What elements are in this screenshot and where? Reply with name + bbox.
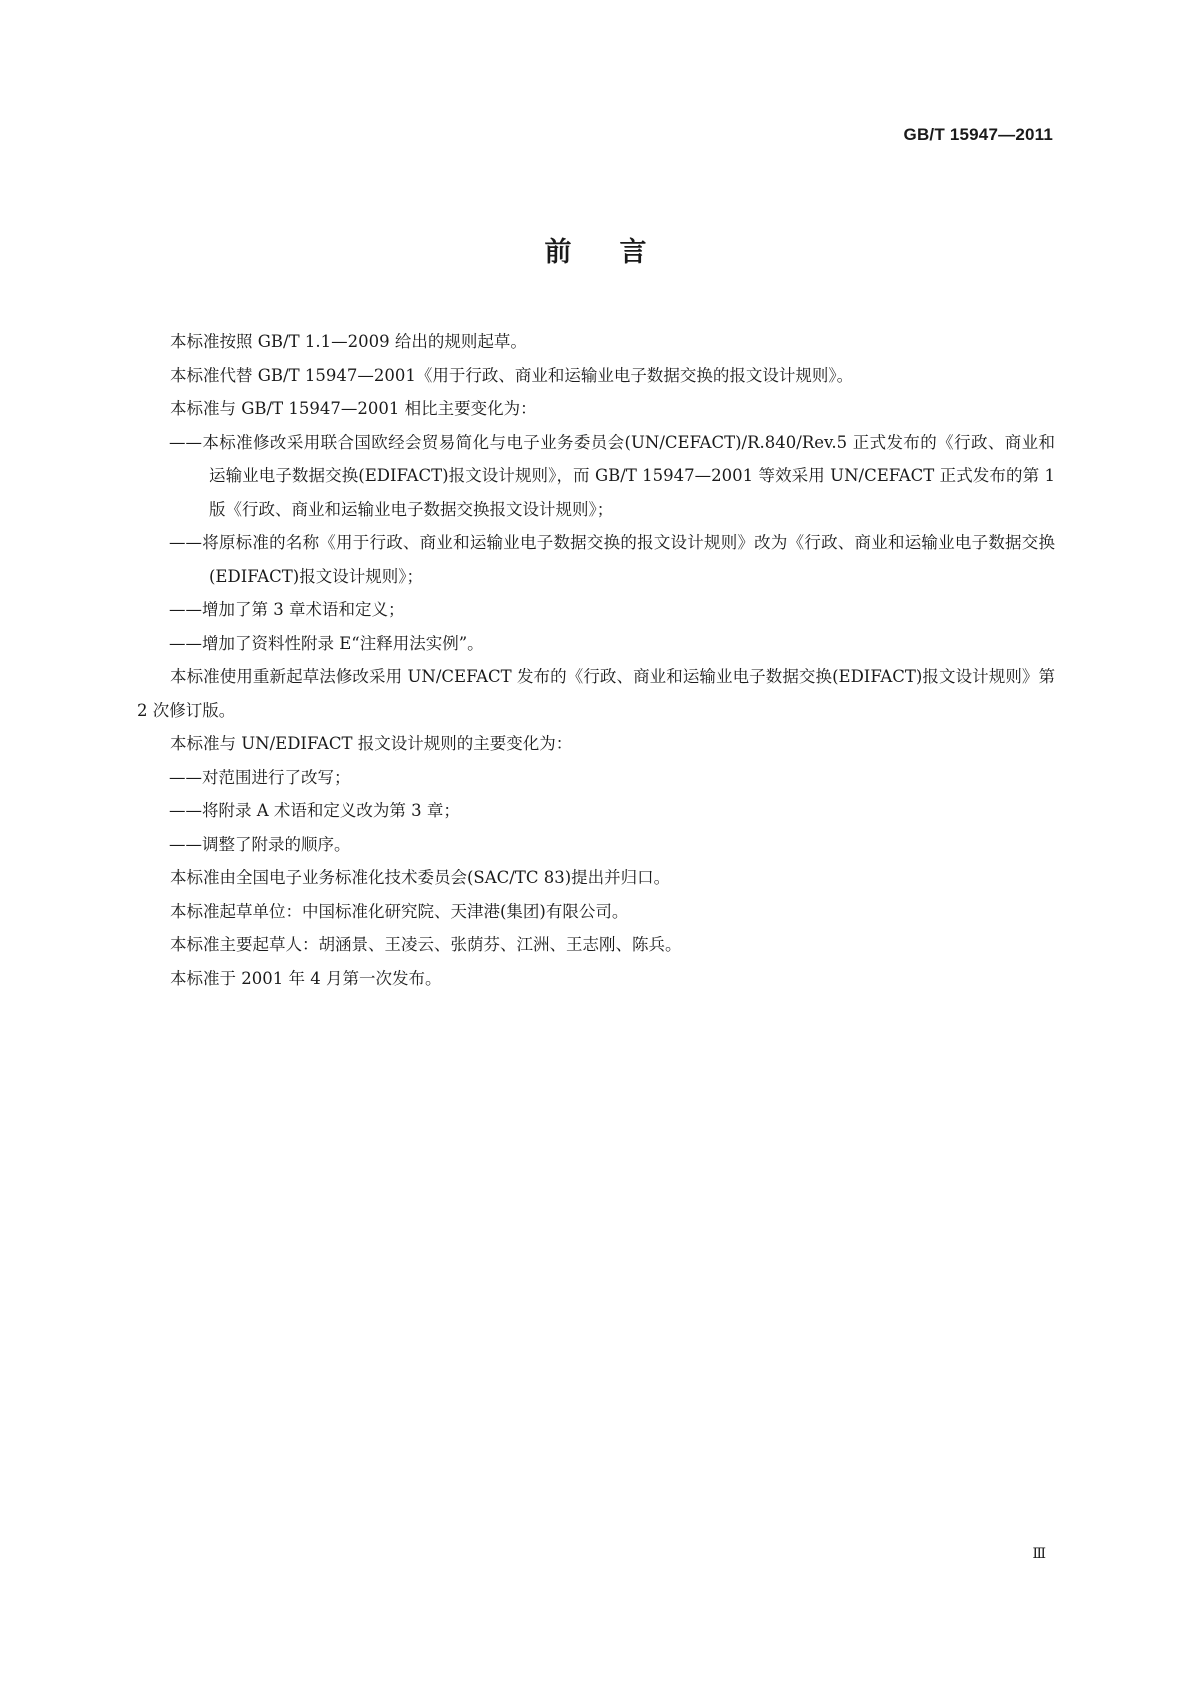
paragraph: 本标准代替 GB/T 15947—2001《用于行政、商业和运输业电子数据交换的报文设计规则》。 <box>170 365 854 385</box>
paragraph: 本标准按照 GB/T 1.1—2009 给出的规则起草。 <box>170 332 527 351</box>
list-item: ——将原标准的名称《用于行政、商业和运输业电子数据交换的报文设计规则》改为《行政、商业和运输业电子数据交换(EDIFACT)报文设计规则》； <box>169 533 1055 586</box>
list-item: ——对范围进行了改写； <box>169 767 351 787</box>
page-title: 前言 <box>544 237 695 268</box>
paragraph: 本标准起草单位：中国标准化研究院、天津港(集团)有限公司。 <box>170 901 629 921</box>
list-item: ——本标准修改采用联合国欧经会贸易简化与电子业务委员会(UN/CEFACT)/R.840/Rev.5 正式发布的《行政、商业和运输业电子数据交换(EDIFACT)报文设计规则》，而 GB/T 15947—2001 等效采用 UN/CEFACT 正式发布的第 1 版《行政、商业和运输业电子数据交换报文设计规则》； <box>169 432 1055 519</box>
paragraph: 本标准与 GB/T 15947—2001 相比主要变化为： <box>170 399 537 418</box>
paragraph: 本标准由全国电子业务标准化技术委员会(SAC/TC 83)提出并归口。 <box>170 868 671 887</box>
list-item: ——将附录 A 术语和定义改为第 3 章； <box>169 801 460 820</box>
standard-number: GB/T 15947—2011 <box>903 125 1053 144</box>
paragraph: 本标准主要起草人：胡涵景、王凌云、张荫芬、江洲、王志刚、陈兵。 <box>170 935 682 954</box>
paragraph: 本标准使用重新起草法修改采用 UN/CEFACT 发布的《行政、商业和运输业电子数据交换(EDIFACT)报文设计规则》第 2 次修订版。 <box>137 667 1055 720</box>
list-item: ——增加了资料性附录 E“注释用法实例”。 <box>169 633 484 653</box>
foreword-body <box>137 325 1055 995</box>
page-number: Ⅲ <box>1032 1546 1046 1562</box>
list-item: ——增加了第 3 章术语和定义； <box>169 600 405 619</box>
paragraph: 本标准与 UN/EDIFACT 报文设计规则的主要变化为： <box>170 734 573 753</box>
paragraph: 本标准于 2001 年 4 月第一次发布。 <box>170 968 442 988</box>
list-item: ——调整了附录的顺序。 <box>169 834 351 854</box>
